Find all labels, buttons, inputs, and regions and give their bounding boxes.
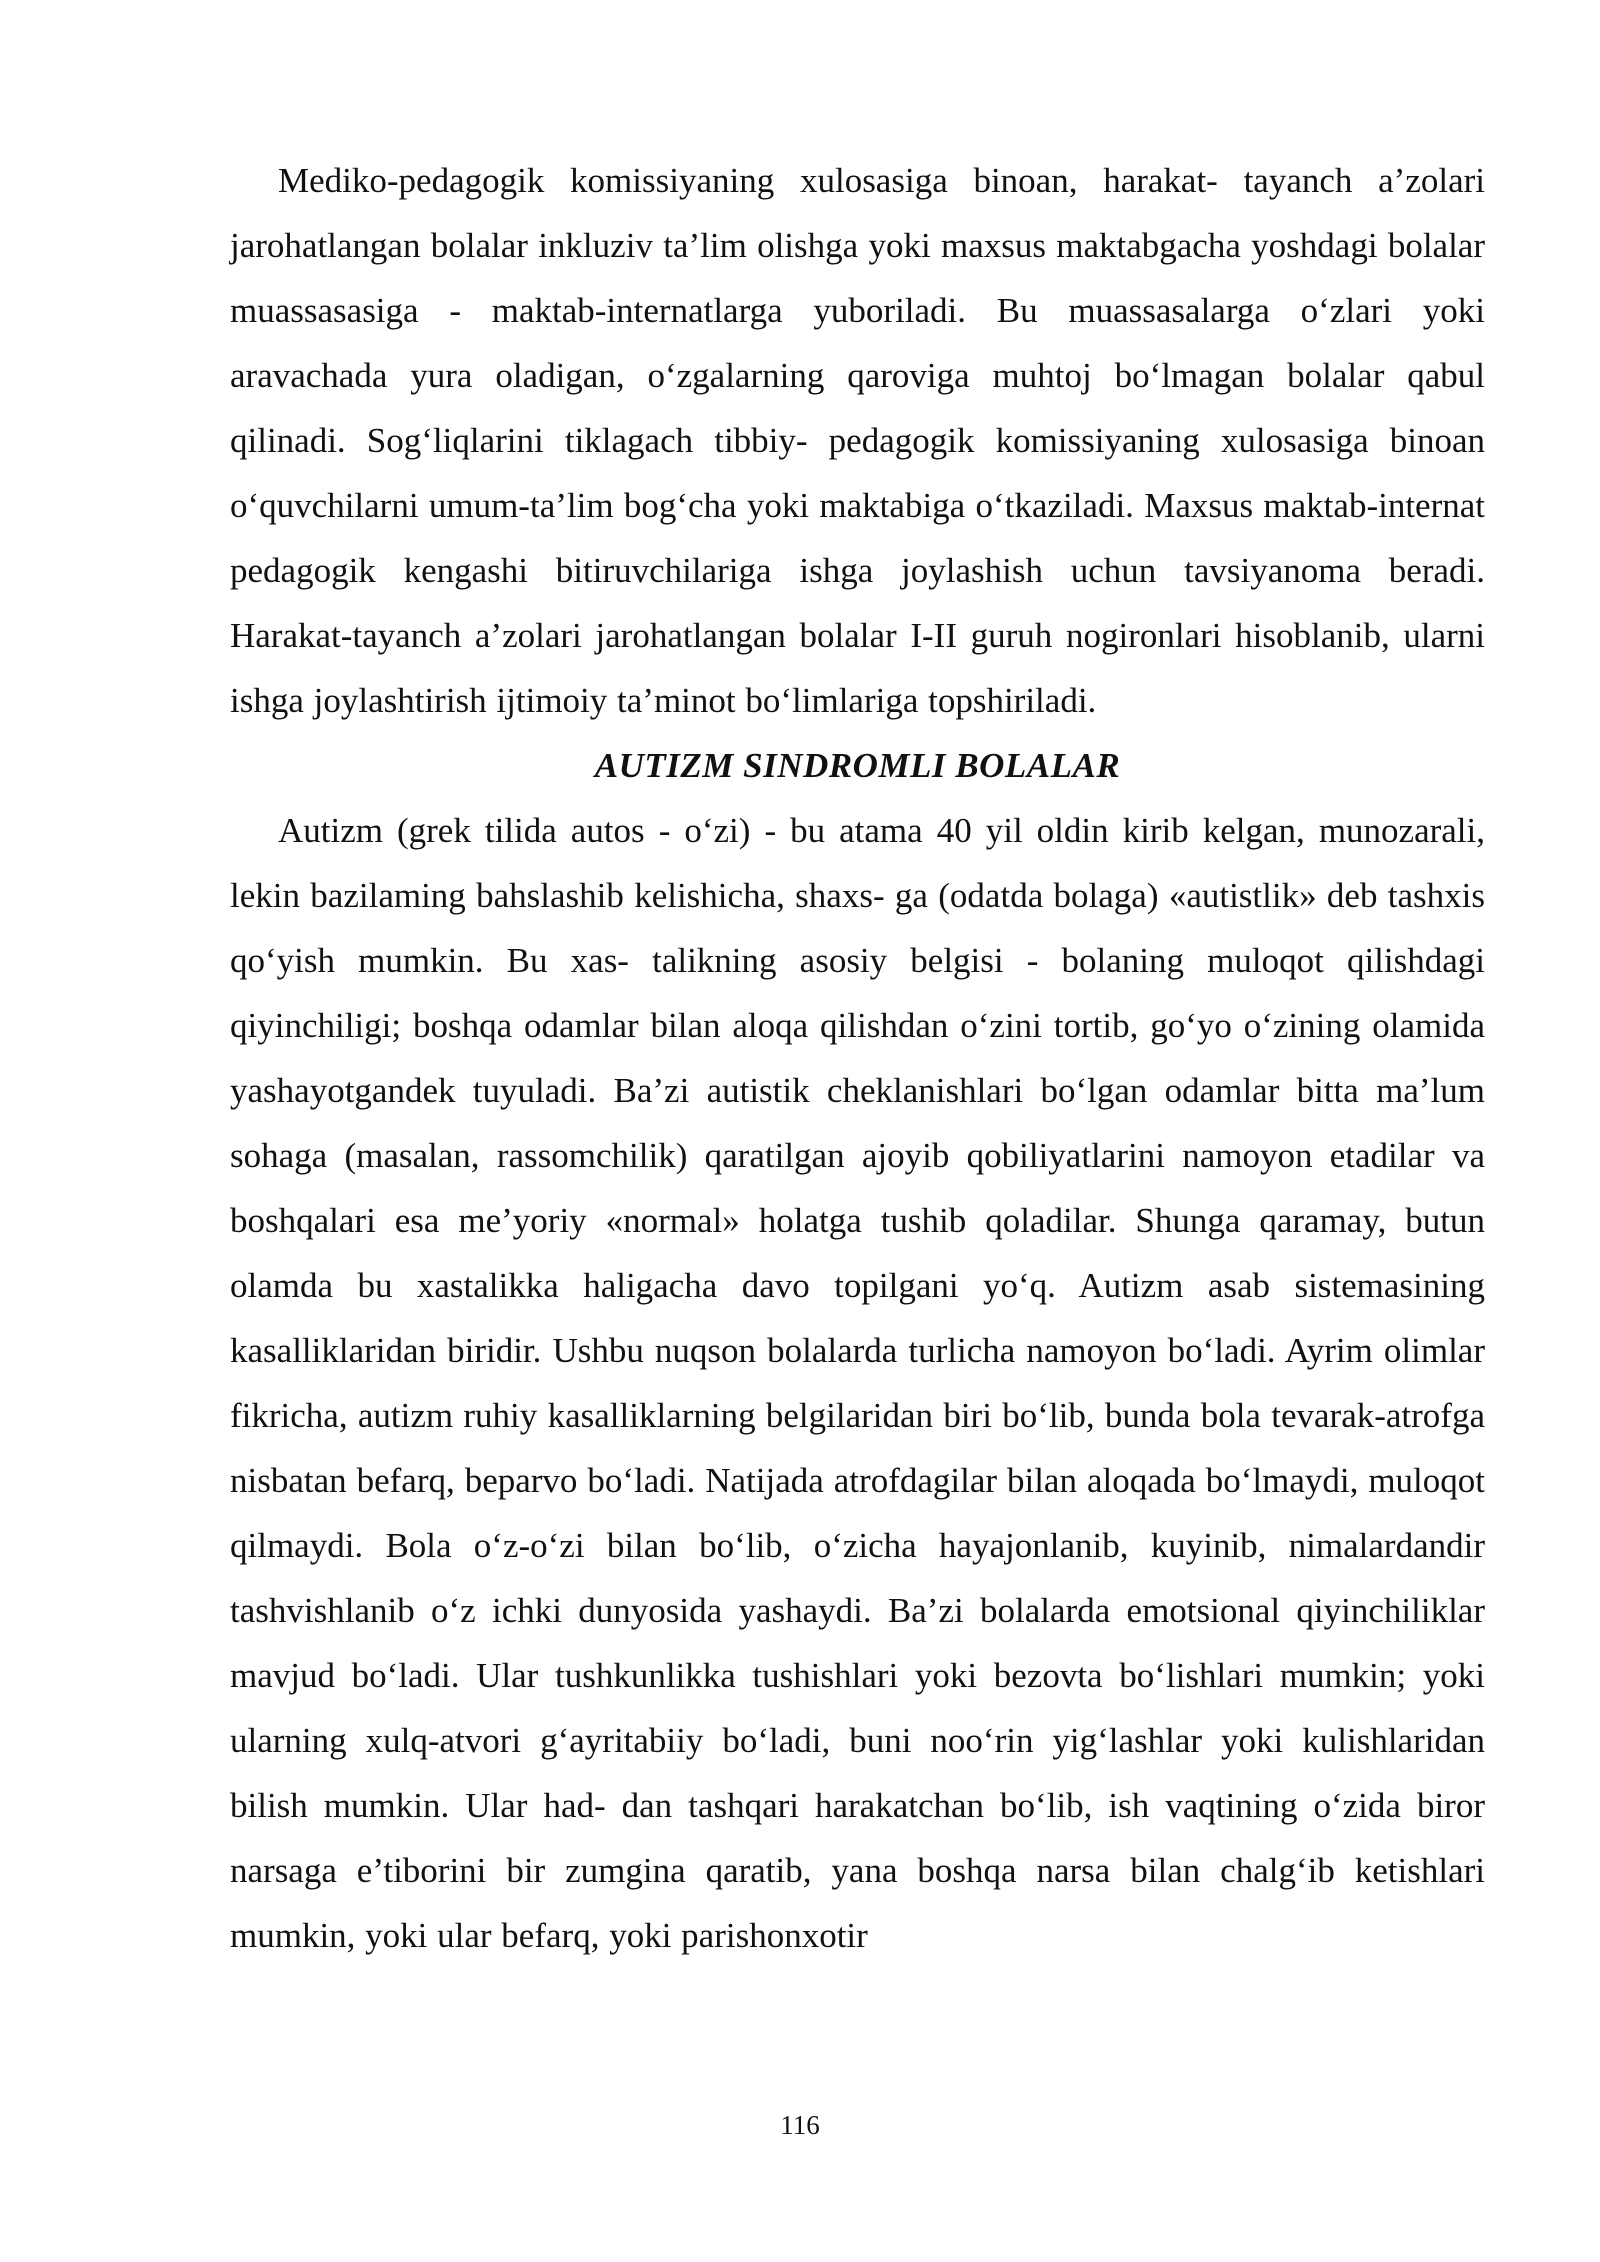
section-heading: AUTIZM SINDROMLI BOLALAR (594, 746, 1121, 785)
page-body (230, 148, 1485, 1968)
paragraph-1: Mediko-pedagogik komissiyaning xulosasiga binoan, harakat- tayanch a’zolari jarohatlangan bolalar inkluziv ta’lim olishga yoki maxsus maktabgacha yoshdagi bolalar muassasasiga - maktab-internatlarga yuboriladi. Bu muassasalarga o‘zlari yoki aravachada yura oladigan, o‘zgalarning qaroviga muhtoj bo‘lmagan bolalar qabul qilinadi. Sog‘liqlarini tiklagach tibbiy- pedagogik komissiyaning xulosasiga binoan o‘quvchilarni umum-ta’lim bog‘cha yoki maktabiga o‘tkaziladi. Maxsus maktab-internat pedagogik kengashi bitiruvchilariga ishga joylashish uchun tavsiyanoma beradi. Harakat-tayanch a’zolari jarohatlangan bolalar I-II guruh nogironlari hisoblanib, ularni ishga joylashtirish ijtimoiy ta’minot bo‘limlariga topshiriladi. (230, 161, 1485, 720)
paragraph-2: Autizm (grek tilida autos - o‘zi) - bu atama 40 yil oldin kirib kelgan, munozarali, lekin bazilaming bahslashib kelishicha, shaxs- ga (odatda bolaga) «autistlik» deb tashxis qo‘yish mumkin. Bu xas- talikning asosiy belgisi - bolaning muloqot qilishdagi qiyinchiligi; boshqa odamlar bilan aloqa qilishdan o‘zini tortib, go‘yo o‘zining olamida yashayotgandek tuyuladi. Ba’zi autistik cheklanishlari bo‘lgan odamlar bitta ma’lum sohaga (masalan, rassomchilik) qaratilgan ajoyib qobiliyatlarini namoyon etadilar va boshqalari esa me’yoriy «normal» holatga tushib qoladilar. Shunga qaramay, butun olamda bu xastalikka haligacha davo topilgani yo‘q. Autizm asab sistemasining kasalliklaridan biridir. Ushbu nuqson bolalarda turlicha namoyon bo‘ladi. Ayrim olimlar fikricha, autizm ruhiy kasalliklarning belgilaridan biri bo‘lib, bunda bola tevarak-atrofga nisbatan befarq, beparvo bo‘ladi. Natijada atrofdagilar bilan aloqada bo‘lmaydi, muloqot qilmaydi. Bola o‘z-o‘zi bilan bo‘lib, o‘zicha hayajonlanib, kuyinib, nimalardandir tashvishlanib o‘z ichki dunyosida yashaydi. Ba’zi bolalarda emotsional qiyinchiliklar mavjud bo‘ladi. Ular tushkunlikka tushishlari yoki bezovta bo‘lishlari mumkin; yoki ularning xulq-atvori g‘ayritabiiy bo‘ladi, buni noo‘rin yig‘lashlar yoki kulishlaridan bilish mumkin. Ular had- dan tashqari harakatchan bo‘lib, ish vaqtining o‘zida biror narsaga e’tiborini bir zumgina qaratib, yana boshqa narsa bilan chalg‘ib ketishlari mumkin, yoki ular befarq, yoki parishonxotir (230, 811, 1485, 1955)
page-number: 116 (780, 2110, 820, 2140)
